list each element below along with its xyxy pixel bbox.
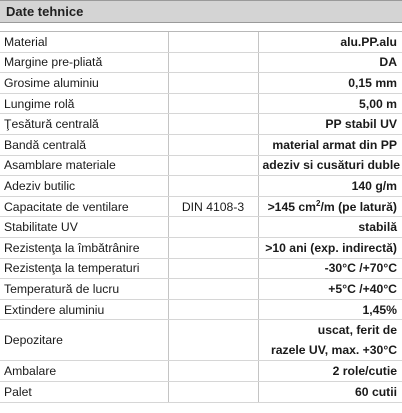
- row-label: Stabilitate UV: [0, 217, 168, 238]
- value-line-1: uscat, ferit de: [317, 323, 397, 338]
- row-label: Ţesătură centrală: [0, 114, 168, 135]
- table-row: [0, 237, 402, 258]
- row-norm: [168, 299, 258, 320]
- row-value: [258, 320, 402, 361]
- row-norm: [168, 32, 258, 53]
- row-value: adeziv si cusături duble: [258, 155, 402, 176]
- row-value: stabilă: [258, 217, 402, 238]
- row-norm: [168, 155, 258, 176]
- row-norm: [168, 73, 258, 94]
- value-superscript: 2: [316, 198, 321, 208]
- row-value: 0,15 mm: [258, 73, 402, 94]
- row-norm: [168, 320, 258, 361]
- value-prefix: >145 cm: [267, 199, 317, 214]
- row-value: >10 ani (exp. indirectă): [258, 237, 402, 258]
- table-row: [0, 155, 402, 176]
- row-label: Temperatură de lucru: [0, 279, 168, 300]
- table-row: [0, 299, 402, 320]
- row-value: 5,00 m: [258, 93, 402, 114]
- value-line-2: razele UV, max. +30°C: [270, 343, 397, 358]
- row-label: Depozitare: [0, 320, 168, 361]
- row-label: Rezistenţa la îmbătrânire: [0, 237, 168, 258]
- row-label: Extindere aluminiu: [0, 299, 168, 320]
- row-value: alu.PP.alu: [258, 32, 402, 53]
- section-title: Date tehnice: [0, 0, 402, 23]
- table-row: [0, 134, 402, 155]
- table-row: [0, 93, 402, 114]
- row-value: +5°C /+40°C: [258, 279, 402, 300]
- table-row: [0, 73, 402, 94]
- row-norm: [168, 258, 258, 279]
- row-value: 60 cutii: [258, 381, 402, 402]
- row-norm: [168, 134, 258, 155]
- table-row: [0, 381, 402, 402]
- row-label: Material: [0, 32, 168, 53]
- row-norm: [168, 114, 258, 135]
- row-value: PP stabil UV: [258, 114, 402, 135]
- row-value: 1,45%: [258, 299, 402, 320]
- row-label: Grosime aluminiu: [0, 73, 168, 94]
- row-label: Capacitate de ventilare: [0, 196, 168, 217]
- row-label: Palet: [0, 381, 168, 402]
- row-norm: [168, 176, 258, 197]
- row-label: Asamblare materiale: [0, 155, 168, 176]
- table-row: [0, 217, 402, 238]
- row-label: Rezistenţa la temperaturi: [0, 258, 168, 279]
- row-label: Bandă centrală: [0, 134, 168, 155]
- row-norm: [168, 217, 258, 238]
- value-suffix: /m (pe latură): [320, 199, 397, 214]
- row-norm: [168, 361, 258, 382]
- row-norm: [168, 93, 258, 114]
- table-row: [0, 258, 402, 279]
- row-value: -30°C /+70°C: [258, 258, 402, 279]
- table-row: [0, 52, 402, 73]
- row-label: Adeziv butilic: [0, 176, 168, 197]
- row-value: [258, 196, 402, 217]
- table-row: [0, 361, 402, 382]
- row-label: Margine pre-pliată: [0, 52, 168, 73]
- row-norm: [168, 237, 258, 258]
- row-value: material armat din PP: [258, 134, 402, 155]
- table-row: [0, 32, 402, 53]
- row-label: Lungime rolă: [0, 93, 168, 114]
- row-value: DA: [258, 52, 402, 73]
- row-norm: [168, 52, 258, 73]
- row-value: 140 g/m: [258, 176, 402, 197]
- table-row: [0, 320, 402, 361]
- row-norm: [168, 279, 258, 300]
- table-row: [0, 196, 402, 217]
- row-label: Ambalare: [0, 361, 168, 382]
- row-norm: [168, 381, 258, 402]
- row-norm: DIN 4108-3: [168, 196, 258, 217]
- table-row: [0, 176, 402, 197]
- specs-table: [0, 31, 402, 403]
- table-row: [0, 114, 402, 135]
- row-value: 2 role/cutie: [258, 361, 402, 382]
- table-row: [0, 279, 402, 300]
